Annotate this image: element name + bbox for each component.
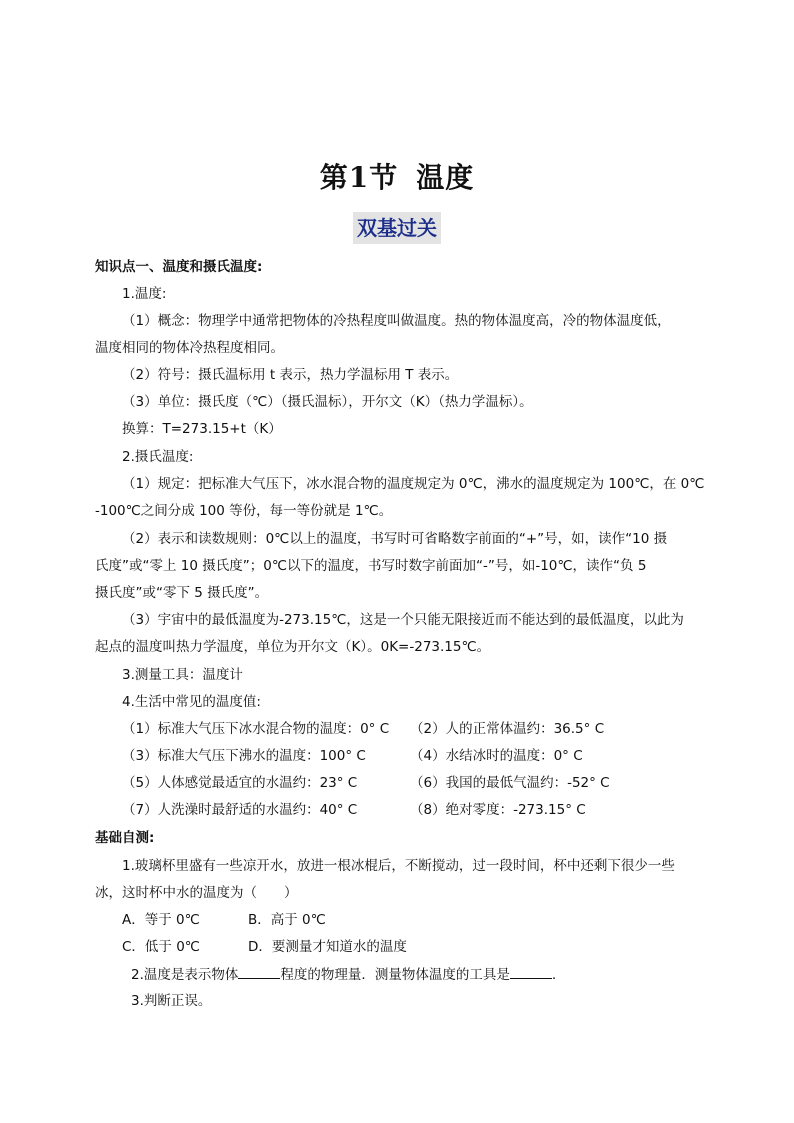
answer-blank [510, 964, 552, 979]
reading-line-2: 氏度”或“零上 10 摄氏度”；0℃以下的温度，书写时数字前面加“-”号，如-10℃，读作“负 5 [95, 558, 647, 574]
subtitle-wrapper [0, 212, 794, 244]
common-values-heading: 4.生活中常见的温度值: [122, 694, 261, 710]
question-2-part-3: . [551, 967, 557, 983]
common-value-item: （2）人的正常体温约：36.5° C [410, 721, 605, 737]
symbol-line: （2）符号：摄氏温标用 t 表示，热力学温标用 T 表示。 [122, 367, 459, 383]
reading-line-1: （2）表示和读数规则：0℃以上的温度，书写时可省略数字前面的“+”号，如，读作“10 摄 [122, 531, 668, 547]
knowledge-point-heading: 知识点一、温度和摄氏温度: [95, 259, 263, 275]
title-topic: 温度 [416, 161, 475, 194]
question-3: 3.判断正误。 [131, 993, 212, 1009]
answer-blank [238, 964, 280, 979]
common-value-item: （4）水结冰时的温度：0° C [410, 748, 583, 764]
option-c: C．低于 0℃ [122, 939, 200, 955]
common-value-item: （7）人洗澡时最舒适的水温约：40° C [122, 802, 358, 818]
option-d: D．要测量才知道水的温度 [248, 939, 407, 955]
rule-line-1: （1）规定：把标准大气压下，冰水混合物的温度规定为 0℃，沸水的温度规定为 100℃，在 0℃ [122, 476, 705, 492]
question-2-part-1: 2.温度是表示物体 [131, 967, 239, 983]
common-value-item: （6）我国的最低气温约：-52° C [410, 775, 610, 791]
conversion-line: 换算：T=273.15+t（K） [122, 421, 282, 437]
section-subtitle: 双基过关 [353, 212, 441, 244]
question-1-line-1: 1.玻璃杯里盛有一些凉开水，放进一根冰棍后，不断搅动，过一段时间，杯中还剩下很少一些 [122, 858, 675, 874]
unit-line: （3）单位：摄氏度（℃）（摄氏温标），开尔文（K）（热力学温标）。 [122, 394, 533, 410]
reading-line-3: 摄氏度”或“零下 5 摄氏度”。 [95, 585, 269, 601]
common-value-item: （3）标准大气压下沸水的温度：100° C [122, 748, 366, 764]
question-1-line-2: 冰，这时杯中水的温度为（ ） [95, 885, 298, 901]
celsius-heading: 2.摄氏温度: [122, 449, 194, 465]
lowest-temp-line-2: 起点的温度叫热力学温度，单位为开尔文（K）。0K=-273.15℃。 [95, 639, 491, 655]
page-title [0, 156, 794, 196]
concept-line-2: 温度相同的物体冷热程度相同。 [95, 340, 284, 356]
lowest-temp-line-1: （3）宇宙中的最低温度为-273.15℃，这是一个只能无限接近而不能达到的最低温度，以此为 [122, 612, 684, 628]
option-b: B．高于 0℃ [248, 912, 326, 928]
common-value-item: （5）人体感觉最适宜的水温约：23° C [122, 775, 358, 791]
rule-line-2: -100℃之间分成 100 等份，每一等份就是 1℃。 [95, 503, 393, 519]
question-2-part-2: 程度的物理量．测量物体温度的工具是 [280, 967, 510, 983]
concept-line-1: （1）概念：物理学中通常把物体的冷热程度叫做温度。热的物体温度高，冷的物体温度低， [122, 313, 671, 329]
question-2 [131, 964, 556, 985]
temperature-heading: 1.温度: [122, 286, 167, 302]
common-value-item: （1）标准大气压下冰水混合物的温度：0° C [122, 721, 390, 737]
measuring-tool-line: 3.测量工具：温度计 [122, 667, 243, 683]
common-value-item: （8）绝对零度：-273.15° C [410, 802, 586, 818]
self-test-heading: 基础自测: [95, 830, 155, 846]
option-a: A．等于 0℃ [122, 912, 200, 928]
title-section-number: 第1节 [319, 161, 399, 194]
